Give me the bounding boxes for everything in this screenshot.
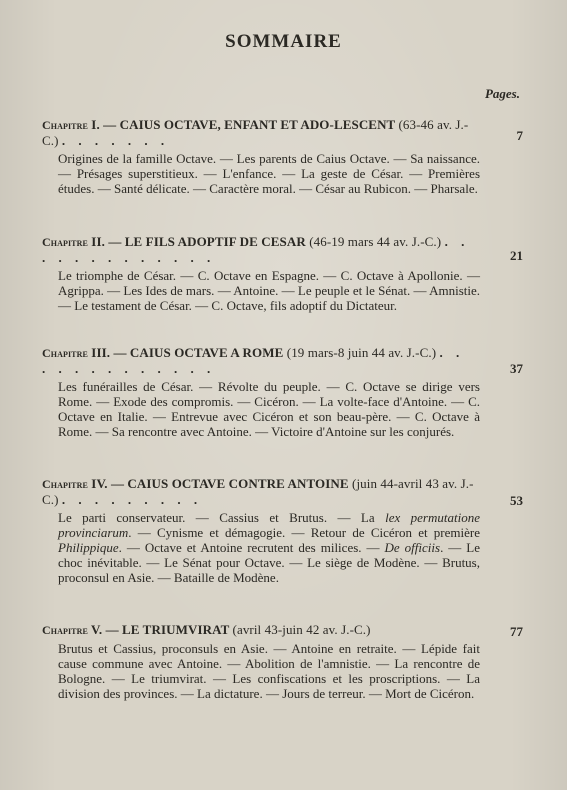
dot-leaders: . . . . . . . . .: [61, 492, 203, 507]
chapter-title: — CAIUS OCTAVE A ROME: [113, 345, 284, 360]
chapter-5-page-number: 77: [510, 624, 523, 639]
chapter-number: II.: [91, 234, 105, 249]
chapter-4-summary: [58, 510, 480, 585]
summary-italic-text: De officiis: [384, 540, 441, 555]
chapter-dates: (juin 44-avril 43 av. J.-C.): [42, 476, 474, 507]
chapter-5-entry: [42, 622, 480, 701]
chapter-keyword: Chapitre: [42, 477, 88, 491]
chapter-5-summary: Brutus et Cassius, proconsuls en Asie. — Antoine en retraite. — Lépide fait cause commune avec Antoine. — Abolition de l'amnistie. — La rencontre de Bologne. — Le triumvirat. — Les confiscations et les proscriptions. — La division des provinces. — La dictature. — Jours de terreur. — Mort de Cicéron.: [58, 641, 480, 701]
dot-leaders: . . . . . . .: [61, 133, 170, 148]
chapter-3-page-number: 37: [510, 361, 523, 376]
chapter-title: — CAIUS OCTAVE, ENFANT ET ADO-LESCENT: [103, 117, 396, 132]
chapter-3-summary: Les funérailles de César. — Révolte du peuple. — C. Octave se dirige vers Rome. — Exode des compromis. — Cicéron. — La volte-face d'Antoine. — C. Octave en Italie. — Entrevue avec Cicéron et son beau-père. — C. Octave à Rome. — Sa rencontre avec Antoine. — Victoire d'Antoine sur les conjurés.: [58, 379, 480, 439]
chapter-1-entry: [42, 117, 480, 196]
dot-leaders: . . . . . . . . . . . . .: [42, 345, 465, 376]
summary-text: . — Cynisme et démagogie. — Retour de Cicéron et première: [128, 525, 480, 540]
dot-leaders: . . . . . . . . . . . . .: [42, 234, 470, 265]
chapter-keyword: Chapitre: [42, 623, 88, 637]
chapter-keyword: Chapitre: [42, 235, 88, 249]
chapter-dates: (46-19 mars 44 av. J.-C.): [309, 234, 442, 249]
chapter-4-entry: [42, 476, 480, 585]
chapter-number: V.: [91, 622, 103, 637]
summary-text: . — Octave et Antoine recrutent des milices. —: [118, 540, 385, 555]
chapter-number: I.: [91, 117, 100, 132]
chapter-keyword: Chapitre: [42, 346, 88, 360]
chapter-title: — LE TRIUMVIRAT: [105, 622, 230, 637]
chapter-3-entry: [42, 345, 480, 439]
chapter-title: — CAIUS OCTAVE CONTRE ANTOINE: [110, 476, 349, 491]
chapter-4-page-number: 53: [510, 493, 523, 508]
chapter-2-summary: Le triomphe de César. — C. Octave en Espagne. — C. Octave à Apollonie. — Agrippa. — Les Ides de mars. — Antoine. — Le peuple et le Sénat. — Amnistie. — Le testament de César. — C. Octave, fils adoptif du Dictateur.: [58, 268, 480, 313]
chapter-1-page-number: 7: [516, 128, 523, 143]
summary-italic-text: lex permutatione provinciarum: [58, 510, 480, 540]
summary-text: . — Le choc inévitable. — Le Sénat pour Octave. — Le siège de Modène. — Brutus, proconsul en Asie. — Bataille de Modène.: [58, 540, 481, 585]
chapter-number: IV.: [91, 476, 108, 491]
chapter-2-page-number: 21: [510, 248, 523, 263]
chapter-keyword: Chapitre: [42, 118, 88, 132]
chapter-2-heading: [42, 234, 480, 265]
chapter-5-heading: [42, 622, 480, 638]
page-title: SOMMAIRE: [225, 31, 342, 52]
chapter-1-heading: [42, 117, 480, 148]
pages-column-label: Pages.: [484, 86, 520, 101]
chapter-title: — LE FILS ADOPTIF DE CESAR: [108, 234, 306, 249]
chapter-3-heading: [42, 345, 480, 376]
chapter-dates: (19 mars-8 juin 44 av. J.-C.): [286, 345, 437, 360]
summary-text: Le parti conservateur. — Cassius et Brutus. — La: [58, 510, 386, 525]
chapter-number: III.: [91, 345, 111, 360]
chapter-4-heading: [42, 476, 480, 507]
chapter-1-summary: Origines de la famille Octave. — Les parents de Caius Octave. — Sa naissance. — Présages superstitieux. — L'enfance. — La geste de César. — Premières études. — Santé délicate. — Caractère moral. — César au Rubicon. — Pharsale.: [58, 151, 480, 196]
chapter-dates: (63-46 av. J.-C.): [42, 117, 469, 148]
chapter-2-entry: [42, 234, 480, 313]
summary-italic-text: Philippique: [58, 540, 119, 555]
chapter-dates: (avril 43-juin 42 av. J.-C.): [232, 622, 371, 637]
